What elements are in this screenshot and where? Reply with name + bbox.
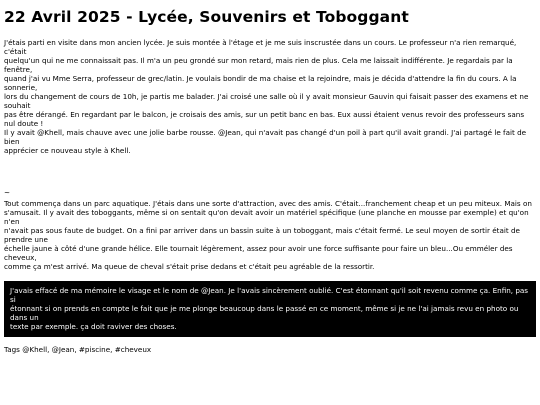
paragraph-line: J'étais parti en visite dans mon ancien lycée. Je suis montée à l'étage et je me suis inscrustée dans un cours. Le professeur n'a rien remarqué, c'était — [4, 38, 517, 56]
note-text — [10, 286, 530, 331]
paragraph-line: lors du changement de cours de 10h, je partis me balader. J'ai croisé une salle où il y avait monsieur Gauvin qui faisait passer des examens et ne souhait — [4, 92, 529, 110]
paragraph-parc-aquatique — [4, 199, 536, 271]
paragraph-lycee — [4, 38, 536, 155]
paragraph-line: Il y avait @Khell, mais chauve avec une jolie barbe rousse. @Jean, qui n'avait pas changé d'un poil à part qu'il avait grandi. J'ai partagé le fait de bien — [4, 128, 527, 146]
paragraph-line: échelle jaune à côté d'une grande hélice. Elle tournait légèrement, assez pour avoir une force suffisante pour faire un bleu...Ou emméler des cheveux, — [4, 244, 513, 262]
paragraph-line: quelqu'un qui ne me connaissait pas. Il m'a un peu grondé sur mon retard, mais rien de plus. Cela me laissait indifférente. Je regardais par la fenêtre, — [4, 56, 513, 74]
blank-space — [4, 155, 536, 188]
note-line: texte par exemple. ça doit raviver des choses. — [10, 322, 177, 331]
post-tags: Tags @Khell, @Jean, #piscine, #cheveux — [4, 345, 152, 354]
paragraph-line: Tout commença dans un parc aquatique. J'étais dans une sorte d'attraction, avec des amis. C'était...franchement cheap et un peu miteux. Mais on — [4, 199, 532, 208]
paragraph-line: pas être dérangé. En regardant par le balcon, je croisais des amis, sur un petit banc en bas. Eux aussi étaient venus revoir des professeurs sans nul doute ! — [4, 110, 525, 128]
paragraph-line: quand j'ai vu Mme Serra, professeur de grec/latin. Je voulais bondir de ma chaise et la rejoindre, mais je décida d'attendre la fin du cours. A la sonnerie, — [4, 74, 517, 92]
paragraph-line: s'amusait. Il y avait des toboggants, même si on sentait qu'on devait avoir un matériel spécifique (une planche en mousse par exemple) et qu'on n'en — [4, 208, 529, 226]
section-separator: ~ — [4, 188, 11, 197]
note-line: J'avais effacé de ma mémoire le visage et le nom de @Jean. Je l'avais sincèrement oublié. C'est étonnant qu'il soit revenu comme ça. Enfin, pas si — [10, 286, 529, 304]
paragraph-line: comme ça m'est arrivé. Ma queue de cheval s'était prise dedans et c'était peu agréable de la ressortir. — [4, 262, 375, 271]
note-line: étonnant si on prends en compte le fait que je me plonge beaucoup dans le passé en ce moment, même si je ne l'ai jamais revu en photo ou dans un — [10, 304, 519, 322]
paragraph-line: apprécier ce nouveau style à Khell. — [4, 146, 131, 155]
reflection-note-box — [4, 281, 536, 337]
post-title: 22 Avril 2025 - Lycée, Souvenirs et Toboggant — [4, 8, 409, 26]
paragraph-line: n'avait pas sous faute de budget. On a fini par arriver dans un bassin suite à un toboggant, mais c'était fermé. Le seul moyen de sortir était de prendre une — [4, 226, 520, 244]
